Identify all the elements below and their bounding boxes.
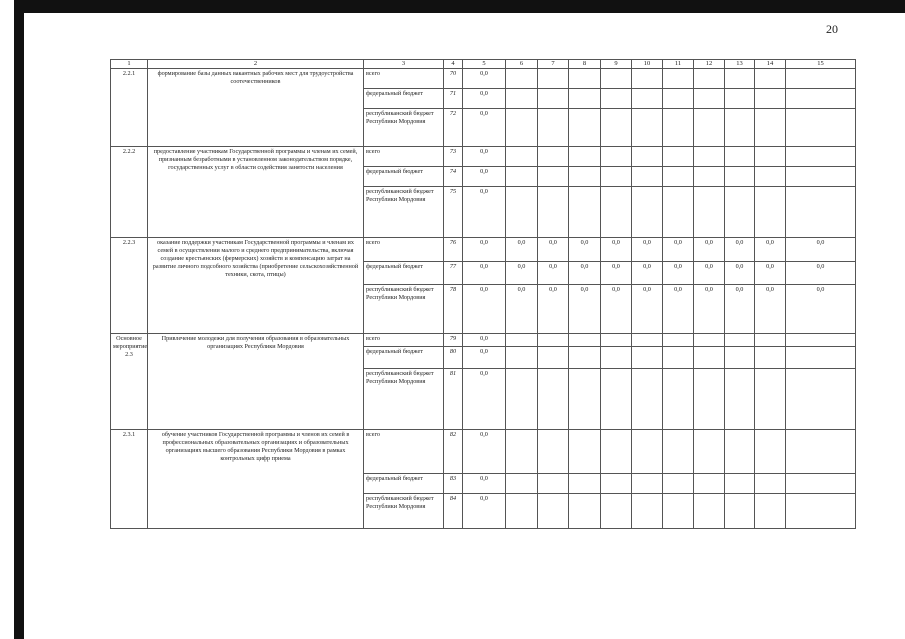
- row-code: 83: [444, 474, 463, 494]
- value-cell: 0,0: [463, 334, 506, 347]
- table-row: [111, 69, 856, 89]
- value-cell: [786, 494, 856, 529]
- value-cell: [755, 187, 786, 238]
- value-cell: [569, 334, 601, 347]
- value-cell: 0,0: [694, 285, 725, 334]
- value-cell: [663, 347, 694, 369]
- funding-source: республиканский бюджет Республики Мордовия: [364, 187, 444, 238]
- value-cell: [538, 187, 569, 238]
- value-cell: [632, 494, 663, 529]
- value-cell: [663, 369, 694, 430]
- value-cell: [694, 334, 725, 347]
- value-cell: [538, 109, 569, 147]
- value-cell: [601, 347, 632, 369]
- page-number: 20: [826, 22, 838, 36]
- row-code: 80: [444, 347, 463, 369]
- value-cell: [694, 430, 725, 474]
- scan-left-edge: [14, 0, 24, 639]
- budget-table: [110, 59, 856, 529]
- table-row: [111, 147, 856, 167]
- item-number: 2.3.1: [111, 430, 148, 529]
- funding-source: республиканский бюджет Республики Мордовия: [364, 494, 444, 529]
- value-cell: 0,0: [538, 285, 569, 334]
- value-cell: 0,0: [601, 238, 632, 262]
- value-cell: [601, 109, 632, 147]
- value-cell: [506, 109, 538, 147]
- item-description: формирование базы данных вакантных рабочих мест для трудоустройства соотечественников: [148, 69, 364, 147]
- column-header: 7: [538, 60, 569, 69]
- column-header: 8: [569, 60, 601, 69]
- value-cell: [569, 109, 601, 147]
- value-cell: [632, 369, 663, 430]
- value-cell: [506, 430, 538, 474]
- item-number: 2.2.1: [111, 69, 148, 147]
- item-description: предоставление участникам Государственной программы и членам их семей, признанным безработными в установленном законодательством порядке, государственных услуг в области содействия занятости населения: [148, 147, 364, 238]
- value-cell: [725, 347, 755, 369]
- item-number: Основное мероприятие 2.3: [111, 334, 148, 430]
- value-cell: 0,0: [601, 285, 632, 334]
- value-cell: [506, 369, 538, 430]
- value-cell: 0,0: [463, 147, 506, 167]
- value-cell: [694, 187, 725, 238]
- value-cell: [506, 167, 538, 187]
- row-code: 71: [444, 89, 463, 109]
- value-cell: [632, 474, 663, 494]
- value-cell: [506, 347, 538, 369]
- value-cell: [755, 347, 786, 369]
- item-description: оказание поддержки участникам Государственной программы и членам их семей в осуществлении малого и среднего предпринимательства, включая создание крестьянских (фермерских) хозяйств и компенсацию затрат на развитие личного подсобного хозяйства (приобретение сельскохозяйственной техники, скота, птицы): [148, 238, 364, 334]
- funding-source: федеральный бюджет: [364, 347, 444, 369]
- value-cell: [786, 187, 856, 238]
- value-cell: 0,0: [786, 262, 856, 285]
- value-cell: [506, 187, 538, 238]
- value-cell: [569, 167, 601, 187]
- value-cell: [755, 69, 786, 89]
- value-cell: [538, 369, 569, 430]
- row-code: 75: [444, 187, 463, 238]
- value-cell: [632, 89, 663, 109]
- value-cell: [506, 494, 538, 529]
- value-cell: [694, 109, 725, 147]
- value-cell: 0,0: [694, 238, 725, 262]
- value-cell: 0,0: [663, 238, 694, 262]
- value-cell: [601, 474, 632, 494]
- funding-source: федеральный бюджет: [364, 262, 444, 285]
- value-cell: 0,0: [632, 285, 663, 334]
- value-cell: [725, 369, 755, 430]
- value-cell: [601, 369, 632, 430]
- value-cell: [755, 89, 786, 109]
- value-cell: [786, 474, 856, 494]
- value-cell: [786, 347, 856, 369]
- value-cell: 0,0: [463, 89, 506, 109]
- value-cell: 0,0: [463, 238, 506, 262]
- value-cell: [538, 89, 569, 109]
- value-cell: [632, 334, 663, 347]
- value-cell: [538, 494, 569, 529]
- value-cell: [694, 167, 725, 187]
- value-cell: [663, 167, 694, 187]
- value-cell: [569, 369, 601, 430]
- value-cell: [601, 494, 632, 529]
- funding-source: всего: [364, 147, 444, 167]
- value-cell: 0,0: [463, 187, 506, 238]
- value-cell: [786, 109, 856, 147]
- value-cell: [506, 69, 538, 89]
- value-cell: [538, 147, 569, 167]
- row-code: 73: [444, 147, 463, 167]
- value-cell: [694, 474, 725, 494]
- value-cell: 0,0: [569, 238, 601, 262]
- value-cell: [755, 430, 786, 474]
- value-cell: [601, 167, 632, 187]
- value-cell: [506, 474, 538, 494]
- value-cell: [569, 347, 601, 369]
- column-header: 11: [663, 60, 694, 69]
- value-cell: 0,0: [694, 262, 725, 285]
- value-cell: [786, 369, 856, 430]
- value-cell: [755, 369, 786, 430]
- value-cell: 0,0: [755, 285, 786, 334]
- column-header: 13: [725, 60, 755, 69]
- row-code: 81: [444, 369, 463, 430]
- value-cell: [725, 147, 755, 167]
- value-cell: [694, 369, 725, 430]
- value-cell: [601, 147, 632, 167]
- value-cell: 0,0: [601, 262, 632, 285]
- value-cell: [786, 430, 856, 474]
- table-row: [111, 430, 856, 474]
- value-cell: 0,0: [463, 109, 506, 147]
- value-cell: [755, 147, 786, 167]
- value-cell: [786, 167, 856, 187]
- value-cell: [538, 347, 569, 369]
- value-cell: [725, 430, 755, 474]
- column-header: 10: [632, 60, 663, 69]
- value-cell: [694, 89, 725, 109]
- value-cell: [569, 474, 601, 494]
- row-code: 79: [444, 334, 463, 347]
- value-cell: [694, 347, 725, 369]
- value-cell: [755, 109, 786, 147]
- column-header: 15: [786, 60, 856, 69]
- value-cell: [755, 474, 786, 494]
- value-cell: [632, 430, 663, 474]
- value-cell: [725, 69, 755, 89]
- item-description: Привлечение молодежи для получения образования в образовательных организациях Республики Мордовия: [148, 334, 364, 430]
- value-cell: [538, 430, 569, 474]
- value-cell: [694, 69, 725, 89]
- item-number: 2.2.2: [111, 147, 148, 238]
- value-cell: 0,0: [663, 262, 694, 285]
- value-cell: [725, 109, 755, 147]
- value-cell: [786, 334, 856, 347]
- column-header: 4: [444, 60, 463, 69]
- value-cell: 0,0: [755, 238, 786, 262]
- value-cell: 0,0: [463, 285, 506, 334]
- funding-source: федеральный бюджет: [364, 167, 444, 187]
- value-cell: 0,0: [463, 369, 506, 430]
- value-cell: 0,0: [725, 285, 755, 334]
- value-cell: 0,0: [786, 238, 856, 262]
- funding-source: республиканский бюджет Республики Мордовия: [364, 109, 444, 147]
- funding-source: федеральный бюджет: [364, 474, 444, 494]
- funding-source: всего: [364, 238, 444, 262]
- value-cell: [663, 494, 694, 529]
- value-cell: [601, 430, 632, 474]
- funding-source: республиканский бюджет Республики Мордовия: [364, 285, 444, 334]
- value-cell: [786, 69, 856, 89]
- value-cell: [694, 494, 725, 529]
- value-cell: 0,0: [506, 262, 538, 285]
- value-cell: [755, 494, 786, 529]
- value-cell: [506, 147, 538, 167]
- funding-source: республиканский бюджет Республики Мордовия: [364, 369, 444, 430]
- value-cell: 0,0: [538, 262, 569, 285]
- value-cell: [663, 474, 694, 494]
- column-header: 5: [463, 60, 506, 69]
- value-cell: 0,0: [569, 285, 601, 334]
- value-cell: [601, 89, 632, 109]
- value-cell: 0,0: [663, 285, 694, 334]
- row-code: 84: [444, 494, 463, 529]
- value-cell: [601, 334, 632, 347]
- value-cell: [569, 89, 601, 109]
- value-cell: [663, 147, 694, 167]
- value-cell: [632, 167, 663, 187]
- value-cell: [632, 109, 663, 147]
- item-number: 2.2.3: [111, 238, 148, 334]
- value-cell: [569, 494, 601, 529]
- value-cell: [632, 187, 663, 238]
- value-cell: 0,0: [463, 167, 506, 187]
- value-cell: [632, 147, 663, 167]
- value-cell: [725, 167, 755, 187]
- column-header: 14: [755, 60, 786, 69]
- row-code: 76: [444, 238, 463, 262]
- value-cell: [632, 69, 663, 89]
- value-cell: [538, 167, 569, 187]
- funding-source: всего: [364, 430, 444, 474]
- row-code: 72: [444, 109, 463, 147]
- funding-source: всего: [364, 69, 444, 89]
- value-cell: [694, 147, 725, 167]
- value-cell: 0,0: [632, 238, 663, 262]
- row-code: 77: [444, 262, 463, 285]
- value-cell: 0,0: [506, 285, 538, 334]
- value-cell: 0,0: [463, 347, 506, 369]
- value-cell: [632, 347, 663, 369]
- value-cell: 0,0: [463, 474, 506, 494]
- value-cell: [663, 187, 694, 238]
- value-cell: [725, 334, 755, 347]
- value-cell: 0,0: [786, 285, 856, 334]
- scan-top-edge: [14, 0, 905, 13]
- column-header: 9: [601, 60, 632, 69]
- value-cell: [506, 334, 538, 347]
- row-code: 70: [444, 69, 463, 89]
- column-header: 3: [364, 60, 444, 69]
- value-cell: [663, 334, 694, 347]
- table-header-row: [111, 60, 856, 69]
- value-cell: 0,0: [632, 262, 663, 285]
- value-cell: [569, 187, 601, 238]
- value-cell: [538, 334, 569, 347]
- value-cell: [538, 69, 569, 89]
- value-cell: [569, 147, 601, 167]
- column-header: 6: [506, 60, 538, 69]
- value-cell: [538, 474, 569, 494]
- value-cell: [755, 334, 786, 347]
- value-cell: [663, 89, 694, 109]
- value-cell: [506, 89, 538, 109]
- value-cell: [725, 474, 755, 494]
- value-cell: 0,0: [569, 262, 601, 285]
- value-cell: 0,0: [463, 69, 506, 89]
- value-cell: [569, 430, 601, 474]
- funding-source: федеральный бюджет: [364, 89, 444, 109]
- value-cell: 0,0: [755, 262, 786, 285]
- funding-source: всего: [364, 334, 444, 347]
- row-code: 78: [444, 285, 463, 334]
- value-cell: [725, 494, 755, 529]
- row-code: 82: [444, 430, 463, 474]
- value-cell: [663, 69, 694, 89]
- value-cell: 0,0: [725, 262, 755, 285]
- value-cell: [786, 147, 856, 167]
- value-cell: [755, 167, 786, 187]
- value-cell: [601, 187, 632, 238]
- table-row: [111, 334, 856, 347]
- value-cell: [663, 109, 694, 147]
- value-cell: [725, 187, 755, 238]
- value-cell: 0,0: [463, 494, 506, 529]
- column-header: 2: [148, 60, 364, 69]
- value-cell: [786, 89, 856, 109]
- value-cell: 0,0: [506, 238, 538, 262]
- value-cell: [569, 69, 601, 89]
- value-cell: 0,0: [463, 262, 506, 285]
- column-header: 12: [694, 60, 725, 69]
- column-header: 1: [111, 60, 148, 69]
- value-cell: 0,0: [725, 238, 755, 262]
- value-cell: 0,0: [538, 238, 569, 262]
- value-cell: [725, 89, 755, 109]
- row-code: 74: [444, 167, 463, 187]
- value-cell: [601, 69, 632, 89]
- table-row: [111, 238, 856, 262]
- item-description: обучение участников Государственной программы и членов их семей в профессиональных образовательных организациях и образовательных организациях высшего образования Республики Мордовия в рамках контрольных цифр приема: [148, 430, 364, 529]
- value-cell: 0,0: [463, 430, 506, 474]
- value-cell: [663, 430, 694, 474]
